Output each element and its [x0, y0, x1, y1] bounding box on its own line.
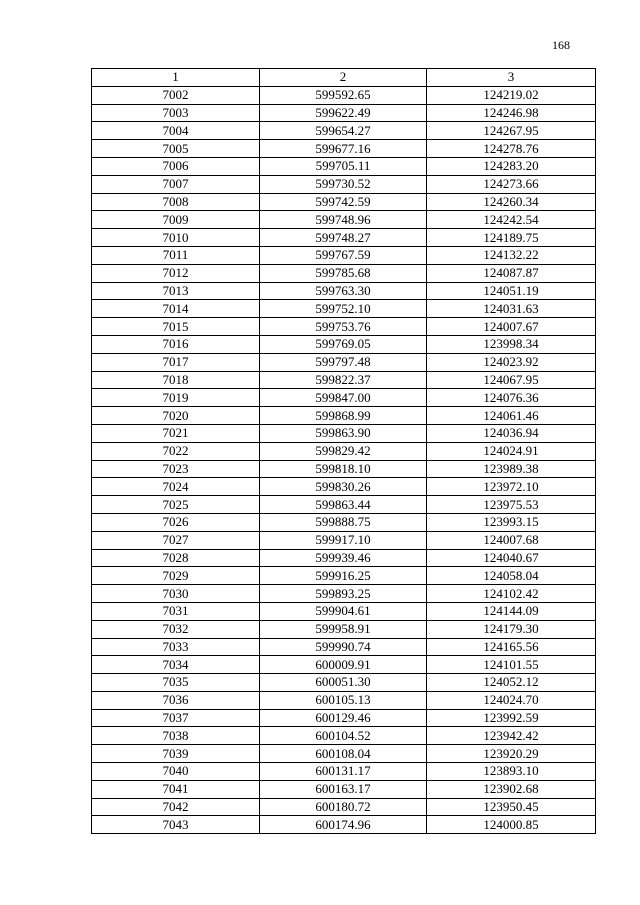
y-coordinate-cell: 124101.55 — [427, 656, 596, 674]
y-coordinate-cell: 123902.68 — [427, 780, 596, 798]
table-row — [92, 157, 596, 175]
x-coordinate-cell: 600105.13 — [260, 691, 427, 709]
y-coordinate-cell: 123972.10 — [427, 478, 596, 496]
y-coordinate-cell: 124058.04 — [427, 567, 596, 585]
point-number-cell: 7026 — [92, 513, 260, 531]
table-row — [92, 371, 596, 389]
table-row — [92, 691, 596, 709]
table-row — [92, 264, 596, 282]
x-coordinate-cell: 599893.25 — [260, 585, 427, 603]
x-coordinate-cell: 599916.25 — [260, 567, 427, 585]
table-row — [92, 460, 596, 478]
y-coordinate-cell: 124242.54 — [427, 211, 596, 229]
y-coordinate-cell: 124165.56 — [427, 638, 596, 656]
x-coordinate-cell: 599863.90 — [260, 424, 427, 442]
y-coordinate-cell: 123992.59 — [427, 709, 596, 727]
y-coordinate-cell: 124067.95 — [427, 371, 596, 389]
point-number-cell: 7020 — [92, 407, 260, 425]
point-number-cell: 7023 — [92, 460, 260, 478]
y-coordinate-cell: 124189.75 — [427, 229, 596, 247]
y-coordinate-cell: 124024.91 — [427, 442, 596, 460]
table-row — [92, 140, 596, 158]
table-row — [92, 86, 596, 104]
table-row — [92, 229, 596, 247]
table-row — [92, 211, 596, 229]
y-coordinate-cell: 124051.19 — [427, 282, 596, 300]
y-coordinate-cell: 123993.15 — [427, 513, 596, 531]
table-row — [92, 335, 596, 353]
point-number-cell: 7018 — [92, 371, 260, 389]
x-coordinate-cell: 599752.10 — [260, 300, 427, 318]
table-row — [92, 104, 596, 122]
x-coordinate-cell: 599769.05 — [260, 335, 427, 353]
x-coordinate-cell: 599797.48 — [260, 353, 427, 371]
page-number: 168 — [552, 38, 570, 52]
y-coordinate-cell: 123920.29 — [427, 745, 596, 763]
y-coordinate-cell: 124024.70 — [427, 691, 596, 709]
table-row — [92, 353, 596, 371]
y-coordinate-cell: 124278.76 — [427, 140, 596, 158]
x-coordinate-cell: 599730.52 — [260, 175, 427, 193]
point-number-cell: 7005 — [92, 140, 260, 158]
point-number-cell: 7012 — [92, 264, 260, 282]
table-row — [92, 424, 596, 442]
x-coordinate-cell: 599917.10 — [260, 531, 427, 549]
y-coordinate-cell: 124102.42 — [427, 585, 596, 603]
x-coordinate-cell: 599829.42 — [260, 442, 427, 460]
x-coordinate-cell: 599958.91 — [260, 620, 427, 638]
y-coordinate-cell: 124219.02 — [427, 86, 596, 104]
table-row — [92, 442, 596, 460]
point-number-cell: 7035 — [92, 674, 260, 692]
y-coordinate-cell: 124144.09 — [427, 602, 596, 620]
table-row — [92, 567, 596, 585]
point-number-cell: 7036 — [92, 691, 260, 709]
table-row — [92, 709, 596, 727]
y-coordinate-cell: 124040.67 — [427, 549, 596, 567]
point-number-cell: 7009 — [92, 211, 260, 229]
point-number-cell: 7041 — [92, 780, 260, 798]
table-row — [92, 318, 596, 336]
point-number-cell: 7027 — [92, 531, 260, 549]
x-coordinate-cell: 599748.27 — [260, 229, 427, 247]
point-number-cell: 7030 — [92, 585, 260, 603]
point-number-cell: 7024 — [92, 478, 260, 496]
x-coordinate-cell: 599677.16 — [260, 140, 427, 158]
table-row — [92, 620, 596, 638]
y-coordinate-cell: 124052.12 — [427, 674, 596, 692]
point-number-cell: 7014 — [92, 300, 260, 318]
x-coordinate-cell: 599785.68 — [260, 264, 427, 282]
y-coordinate-cell: 124283.20 — [427, 157, 596, 175]
y-coordinate-cell: 123893.10 — [427, 763, 596, 781]
x-coordinate-cell: 599748.96 — [260, 211, 427, 229]
x-coordinate-cell: 599822.37 — [260, 371, 427, 389]
x-coordinate-cell: 599863.44 — [260, 496, 427, 514]
x-coordinate-cell: 599868.99 — [260, 407, 427, 425]
table-row — [92, 674, 596, 692]
table-body — [92, 86, 596, 833]
x-coordinate-cell: 599763.30 — [260, 282, 427, 300]
y-coordinate-cell: 124260.34 — [427, 193, 596, 211]
x-coordinate-cell: 599818.10 — [260, 460, 427, 478]
x-coordinate-cell: 600009.91 — [260, 656, 427, 674]
table-row — [92, 549, 596, 567]
x-coordinate-cell: 599753.76 — [260, 318, 427, 336]
x-coordinate-cell: 600131.17 — [260, 763, 427, 781]
x-coordinate-cell: 599847.00 — [260, 389, 427, 407]
table-row — [92, 246, 596, 264]
x-coordinate-cell: 599904.61 — [260, 602, 427, 620]
column-header-2: 2 — [260, 69, 427, 87]
table-row — [92, 745, 596, 763]
table-row — [92, 389, 596, 407]
x-coordinate-cell: 600180.72 — [260, 798, 427, 816]
column-header-3: 3 — [427, 69, 596, 87]
table-header-row — [92, 69, 596, 87]
point-number-cell: 7016 — [92, 335, 260, 353]
table-row — [92, 798, 596, 816]
x-coordinate-cell: 599622.49 — [260, 104, 427, 122]
point-number-cell: 7034 — [92, 656, 260, 674]
x-coordinate-cell: 599742.59 — [260, 193, 427, 211]
point-number-cell: 7007 — [92, 175, 260, 193]
table-row — [92, 727, 596, 745]
point-number-cell: 7043 — [92, 816, 260, 834]
table-row — [92, 585, 596, 603]
point-number-cell: 7031 — [92, 602, 260, 620]
table-row — [92, 175, 596, 193]
table-row — [92, 478, 596, 496]
x-coordinate-cell: 599939.46 — [260, 549, 427, 567]
point-number-cell: 7042 — [92, 798, 260, 816]
point-number-cell: 7038 — [92, 727, 260, 745]
point-number-cell: 7006 — [92, 157, 260, 175]
x-coordinate-cell: 599990.74 — [260, 638, 427, 656]
point-number-cell: 7011 — [92, 246, 260, 264]
point-number-cell: 7039 — [92, 745, 260, 763]
y-coordinate-cell: 123950.45 — [427, 798, 596, 816]
y-coordinate-cell: 124076.36 — [427, 389, 596, 407]
y-coordinate-cell: 124023.92 — [427, 353, 596, 371]
y-coordinate-cell: 123942.42 — [427, 727, 596, 745]
x-coordinate-cell: 600051.30 — [260, 674, 427, 692]
table-row — [92, 300, 596, 318]
point-number-cell: 7002 — [92, 86, 260, 104]
point-number-cell: 7022 — [92, 442, 260, 460]
y-coordinate-cell: 124273.66 — [427, 175, 596, 193]
point-number-cell: 7004 — [92, 122, 260, 140]
point-number-cell: 7040 — [92, 763, 260, 781]
y-coordinate-cell: 124087.87 — [427, 264, 596, 282]
x-coordinate-cell: 600129.46 — [260, 709, 427, 727]
y-coordinate-cell: 124031.63 — [427, 300, 596, 318]
x-coordinate-cell: 600108.04 — [260, 745, 427, 763]
point-number-cell: 7021 — [92, 424, 260, 442]
table-row — [92, 193, 596, 211]
point-number-cell: 7033 — [92, 638, 260, 656]
x-coordinate-cell: 600104.52 — [260, 727, 427, 745]
x-coordinate-cell: 600174.96 — [260, 816, 427, 834]
x-coordinate-cell: 600163.17 — [260, 780, 427, 798]
point-number-cell: 7025 — [92, 496, 260, 514]
y-coordinate-cell: 124000.85 — [427, 816, 596, 834]
x-coordinate-cell: 599888.75 — [260, 513, 427, 531]
column-header-1: 1 — [92, 69, 260, 87]
table-row — [92, 122, 596, 140]
y-coordinate-cell: 124246.98 — [427, 104, 596, 122]
y-coordinate-cell: 124061.46 — [427, 407, 596, 425]
point-number-cell: 7008 — [92, 193, 260, 211]
y-coordinate-cell: 123998.34 — [427, 335, 596, 353]
table-row — [92, 282, 596, 300]
table-row — [92, 496, 596, 514]
x-coordinate-cell: 599705.11 — [260, 157, 427, 175]
y-coordinate-cell: 123989.38 — [427, 460, 596, 478]
table-row — [92, 602, 596, 620]
point-number-cell: 7017 — [92, 353, 260, 371]
x-coordinate-cell: 599767.59 — [260, 246, 427, 264]
table-row — [92, 638, 596, 656]
point-number-cell: 7037 — [92, 709, 260, 727]
point-number-cell: 7013 — [92, 282, 260, 300]
y-coordinate-cell: 124036.94 — [427, 424, 596, 442]
table-row — [92, 763, 596, 781]
coordinates-table — [91, 68, 596, 834]
point-number-cell: 7010 — [92, 229, 260, 247]
y-coordinate-cell: 124267.95 — [427, 122, 596, 140]
y-coordinate-cell: 124007.67 — [427, 318, 596, 336]
x-coordinate-cell: 599592.65 — [260, 86, 427, 104]
table-row — [92, 780, 596, 798]
x-coordinate-cell: 599654.27 — [260, 122, 427, 140]
y-coordinate-cell: 124179.30 — [427, 620, 596, 638]
x-coordinate-cell: 599830.26 — [260, 478, 427, 496]
point-number-cell: 7032 — [92, 620, 260, 638]
y-coordinate-cell: 124007.68 — [427, 531, 596, 549]
table-row — [92, 816, 596, 834]
table-row — [92, 407, 596, 425]
point-number-cell: 7019 — [92, 389, 260, 407]
table-row — [92, 513, 596, 531]
y-coordinate-cell: 123975.53 — [427, 496, 596, 514]
point-number-cell: 7029 — [92, 567, 260, 585]
table-row — [92, 531, 596, 549]
point-number-cell: 7003 — [92, 104, 260, 122]
y-coordinate-cell: 124132.22 — [427, 246, 596, 264]
point-number-cell: 7028 — [92, 549, 260, 567]
table-row — [92, 656, 596, 674]
point-number-cell: 7015 — [92, 318, 260, 336]
